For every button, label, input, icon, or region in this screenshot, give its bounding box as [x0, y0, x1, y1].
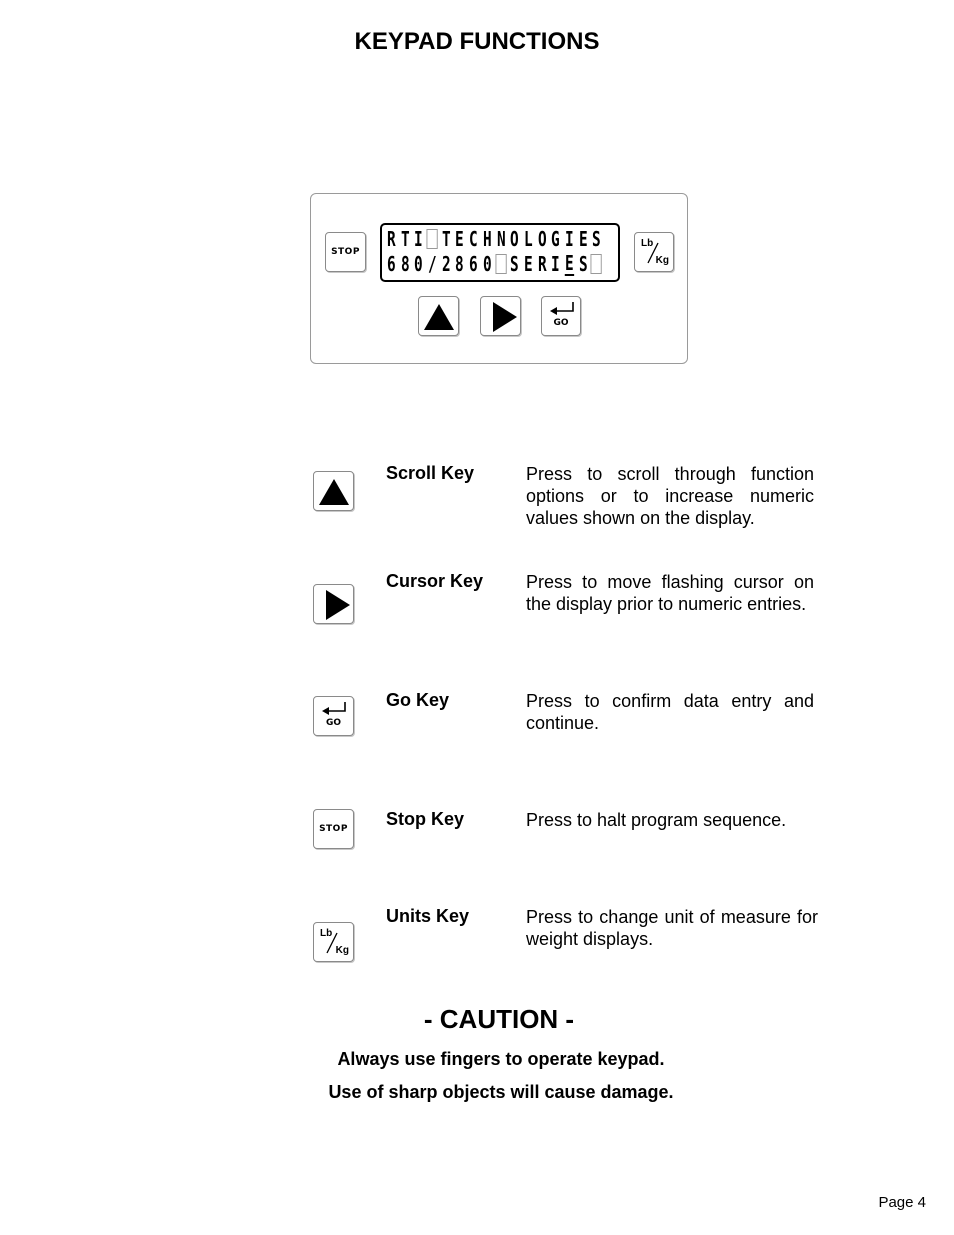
key-name: Go Key	[386, 690, 450, 710]
lcd-char: L	[523, 227, 533, 251]
page-title: KEYPAD FUNCTIONS	[354, 28, 600, 55]
lcd-char: R	[387, 227, 396, 251]
key-name: Stop Key	[386, 809, 465, 829]
lcd-char	[496, 252, 505, 276]
lb-kg-icon	[635, 233, 673, 271]
lcd-display	[380, 223, 620, 282]
lcd-char: R	[537, 252, 547, 276]
enter-arrow-icon	[314, 697, 355, 737]
kg-label: Kg	[655, 255, 669, 266]
lcd-char: I	[564, 227, 574, 251]
lcd-char: 2	[441, 252, 451, 276]
lcd-char: T	[441, 227, 451, 251]
lcd-char: E	[578, 227, 588, 251]
lcd-char: 0	[482, 252, 492, 276]
panel-units-button[interactable]	[634, 232, 674, 272]
key-description: Press to confirm data entry and continue.	[526, 691, 814, 733]
lcd-line-1	[385, 227, 615, 252]
lb-label: Lb	[641, 238, 654, 249]
keypad-panel	[310, 193, 688, 364]
right-triangle-icon	[314, 585, 355, 625]
lcd-char	[428, 227, 437, 251]
panel-scroll-button[interactable]	[418, 296, 459, 336]
go-label: GO	[553, 318, 569, 328]
key-description: Press to move flashing cursor on the display prior to numeric entries.	[526, 572, 814, 614]
lcd-char	[592, 252, 601, 276]
key-description: Press to scroll through function options or to increase numeric values shown on the display.	[526, 464, 814, 528]
panel-cursor-button[interactable]	[480, 296, 521, 336]
lcd-char: S	[592, 227, 601, 251]
lcd-char: O	[537, 227, 547, 251]
lcd-char: E	[564, 251, 574, 275]
go-key-button	[313, 696, 354, 736]
caution-line-1: Always use fingers to operate keypad.	[337, 1049, 665, 1069]
up-triangle-icon	[419, 297, 460, 337]
caution-line-2: Use of sharp objects will cause damage.	[328, 1082, 674, 1102]
lcd-char: G	[551, 227, 560, 251]
lcd-char: E	[455, 227, 465, 251]
lcd-char: T	[400, 227, 410, 251]
stop-key-button	[313, 809, 354, 849]
lcd-char: 8	[400, 252, 410, 276]
lcd-char: 0	[414, 252, 424, 276]
lb-label: Lb	[320, 928, 333, 939]
go-label: GO	[325, 718, 342, 728]
lcd-char: I	[414, 227, 424, 251]
lcd-char: S	[578, 252, 588, 276]
cursor-key-button	[313, 584, 354, 624]
lcd-char: C	[469, 227, 478, 251]
lcd-char: E	[523, 252, 533, 276]
stop-icon: STOP	[319, 824, 348, 834]
lcd-line-2	[385, 252, 615, 277]
up-triangle-icon	[314, 472, 355, 512]
kg-label: Kg	[335, 945, 349, 956]
lcd-char: 6	[387, 252, 396, 276]
panel-go-button[interactable]	[541, 296, 581, 336]
key-name: Cursor Key	[386, 571, 484, 591]
key-name: Scroll Key	[386, 463, 475, 483]
panel-stop-button[interactable]	[325, 232, 366, 272]
lcd-char: O	[510, 227, 519, 251]
enter-arrow-icon	[542, 297, 582, 337]
key-name: Units Key	[386, 906, 470, 926]
lcd-char: S	[510, 252, 519, 276]
right-triangle-icon	[481, 297, 522, 337]
lcd-char: /	[428, 252, 437, 276]
stop-label: STOP	[331, 247, 360, 257]
lcd-char: H	[482, 227, 492, 251]
key-description: Press to change unit of measure for weight displays.	[526, 907, 818, 949]
lcd-char: 8	[455, 252, 465, 276]
scroll-key-button	[313, 471, 354, 511]
lcd-char: N	[496, 227, 506, 251]
lcd-char: I	[551, 252, 560, 276]
lcd-char: 6	[469, 252, 478, 276]
key-description: Press to halt program sequence.	[526, 810, 787, 830]
units-key-button	[313, 922, 354, 962]
lb-kg-icon	[314, 923, 353, 961]
caution-title: - CAUTION -	[423, 1004, 575, 1034]
page-number: Page 4	[878, 1194, 926, 1211]
